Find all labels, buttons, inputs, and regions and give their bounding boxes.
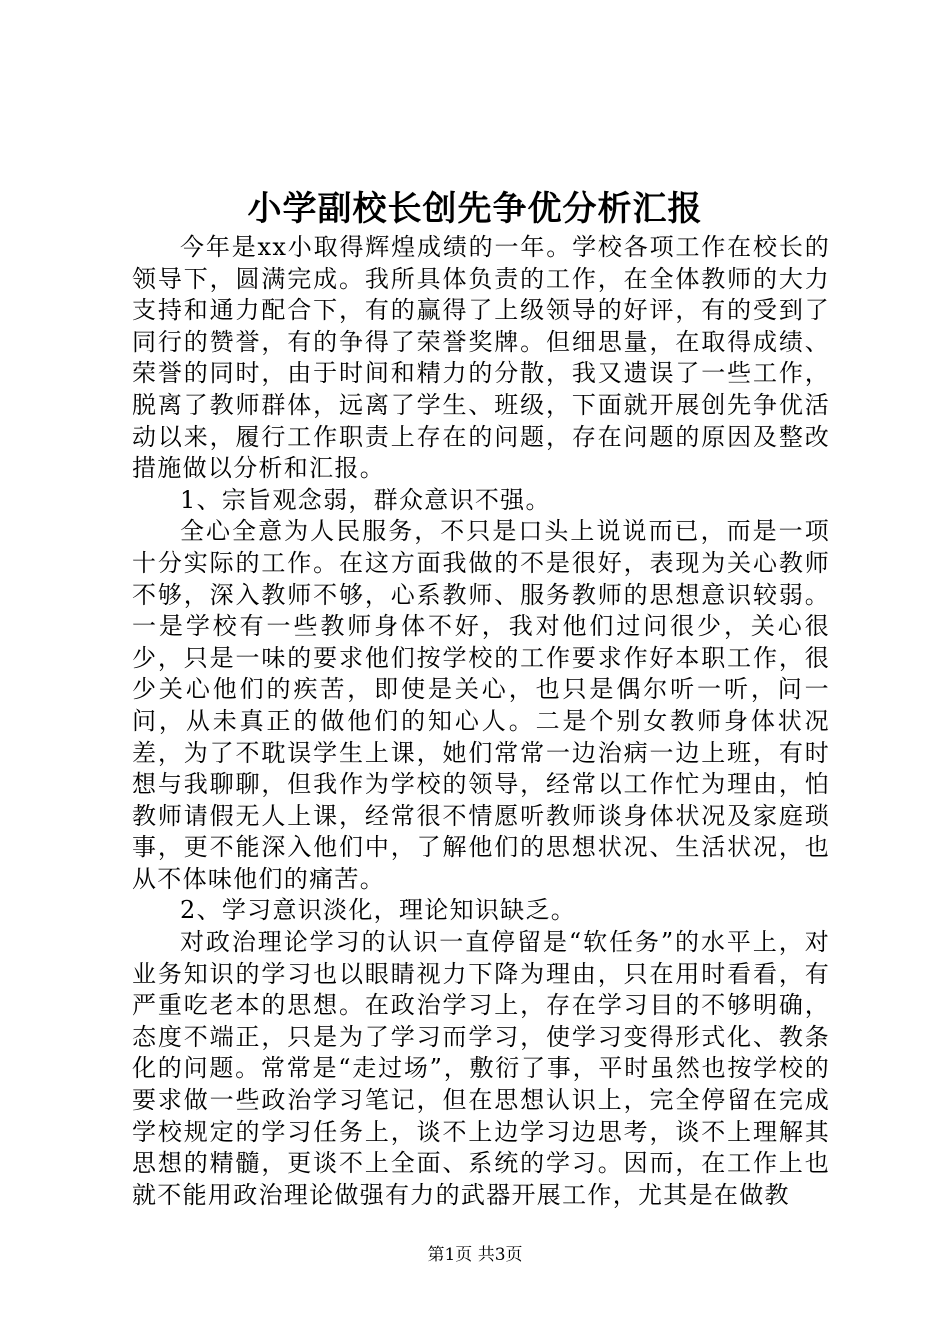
section-2-paragraph: 对政治理论学习的认识一直停留是“软任务”的水平上，对业务知识的学习也以眼睛视力下降为理由，只在用时看看，有严重吃老本的思想。在政治学习上，存在学习目的不够明确，态度不端正，只是为了学习而学习，使学习变得形式化、教条化的问题。常常是“走过场”，敷衍了事，平时虽然也按学校的要求做一些政治学习笔记，但在思想认识上，完全停留在完成学校规定的学习任务上，谈不上边学习边思考，谈不上理解其思想的精髓，更谈不上全面、系统的学习。因而，在工作上也就不能用政治理论做强有力的武器开展工作，尤其是在做教 <box>132 928 830 1209</box>
section-1-paragraph: 全心全意为人民服务，不只是口头上说说而已，而是一项十分实际的工作。在这方面我做的不是很好，表现为关心教师不够，深入教师不够，心系教师、服务教师的思想意识较弱。一是学校有一些教师身体不好，我对他们过问很少，关心很少，只是一味的要求他们按学校的工作要求作好本职工作，很少关心他们的疾苦，即使是关心，也只是偶尔听一听，问一问，从未真正的做他们的知心人。二是个别女教师身体状况差，为了不耽误学生上课，她们常常一边治病一边上班，有时想与我聊聊，但我作为学校的领导，经常以工作忙为理由，怕教师请假无人上课，经常很不情愿听教师谈身体状况及家庭琐事，更不能深入他们中，了解他们的思想状况、生活状况，也从不体味他们的痛苦。 <box>132 517 830 893</box>
section-heading-1: 1、宗旨观念弱，群众意识不强。 <box>180 485 551 514</box>
document-body <box>132 232 830 1211</box>
section-heading-2: 2、学习意识淡化，理论知识缺乏。 <box>180 896 577 925</box>
page-number-footer: 第1页 共3页 <box>427 1245 523 1265</box>
document-title: 小学副校长创先争优分析汇报 <box>247 189 703 229</box>
intro-paragraph: 今年是xx小取得辉煌成绩的一年。学校各项工作在校长的领导下，圆满完成。我所具体负责的工作，在全体教师的大力支持和通力配合下，有的赢得了上级领导的好评，有的受到了同行的赞誉，有的争得了荣誉奖牌。但细思量，在取得成绩、荣誉的同时，由于时间和精力的分散，我又遗误了一些工作，脱离了教师群体，远离了学生、班级，下面就开展创先争优活动以来，履行工作职责上存在的问题，存在问题的原因及整改措施做以分析和汇报。 <box>132 233 830 483</box>
